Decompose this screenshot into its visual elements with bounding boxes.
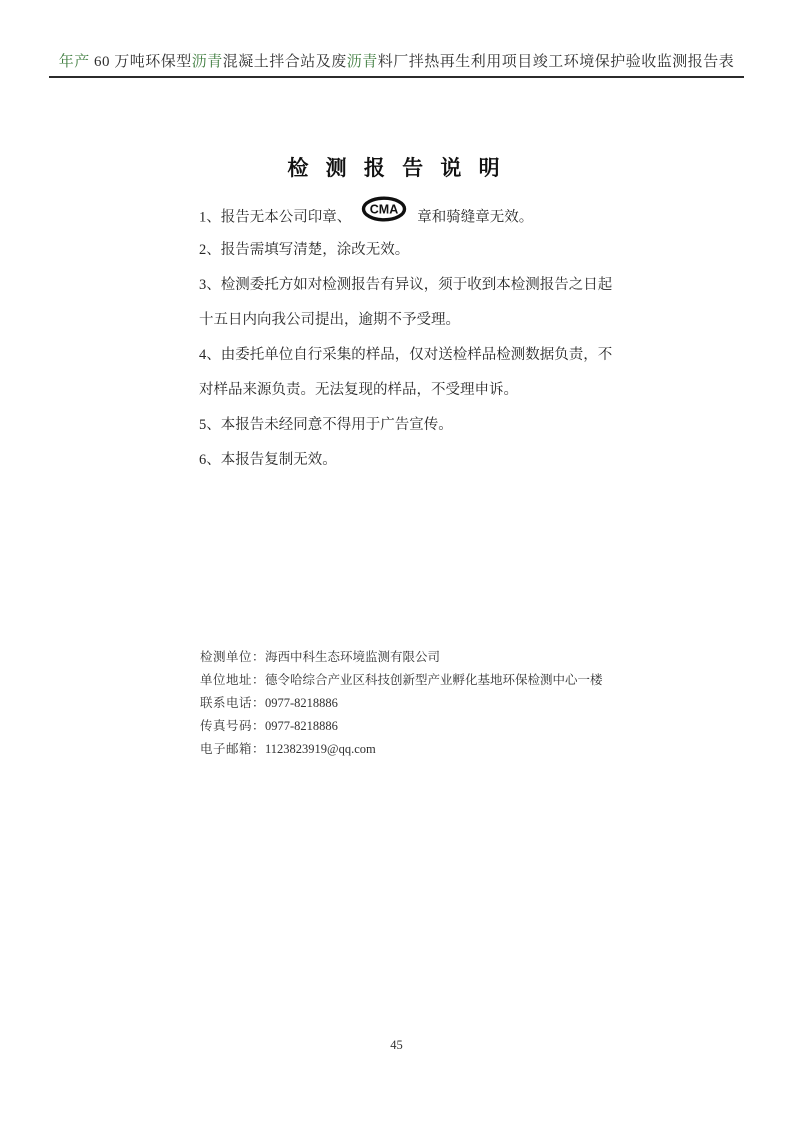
contact-row-email [200, 738, 603, 761]
note-item-1 [199, 198, 631, 233]
running-header-text [49, 50, 745, 78]
contact-row-phone [200, 692, 603, 715]
contact-label: 检测单位： [200, 650, 266, 664]
note-item-2: 2、报告需填写清楚，涂改无效。 [199, 242, 410, 258]
note-item-3-line-1: 3、检测委托方如对检测报告有异议，须于收到本检测报告之日起 [199, 277, 613, 293]
contact-value: 1123823919@qq.com [265, 742, 376, 756]
contact-label: 电子邮箱： [200, 742, 266, 756]
note-item-6: 6、本报告复制无效。 [199, 452, 337, 468]
note-item-4-line-1: 4、由委托单位自行采集的样品，仅对送检样品检测数据负责，不 [199, 347, 613, 363]
header-segment-highlight: 年产 [58, 54, 90, 70]
header-segment-highlight: 沥青 [346, 54, 378, 70]
header-segment-highlight: 沥青 [191, 54, 223, 70]
page-title: 检 测 报 告 说 明 [287, 156, 506, 180]
contact-value: 海西中科生态环境监测有限公司 [265, 650, 441, 664]
note-item-4-line-2: 对样品来源负责。无法复现的样品，不受理申诉。 [199, 382, 518, 398]
running-header [0, 50, 793, 78]
contact-label: 传真号码： [200, 719, 266, 733]
note-1-pre: 1、报告无本公司印章、 [199, 209, 352, 226]
note-item-3-line-2: 十五日内向我公司提出，逾期不予受理。 [199, 312, 460, 328]
contact-row-fax [200, 715, 603, 738]
contact-row-unit [200, 646, 603, 669]
header-segment: 料厂拌热再生利用项目竣工环境保护验收监测报告表 [377, 54, 735, 70]
notes-list [199, 198, 631, 478]
contact-row-address [200, 669, 603, 692]
cma-logo-text: CMA [370, 202, 399, 217]
contact-value: 德令哈综合产业区科技创新型产业孵化基地环保检测中心一楼 [265, 673, 603, 687]
note-item-5: 5、本报告未经同意不得用于广告宣传。 [199, 417, 453, 433]
contact-label: 单位地址： [200, 673, 266, 687]
cma-accreditation-icon [361, 196, 407, 236]
header-segment: 60 万吨环保型 [89, 54, 192, 70]
contact-label: 联系电话： [200, 696, 266, 710]
note-1-post: 章和骑缝章无效。 [417, 209, 534, 226]
contact-value: 0977-8218886 [265, 719, 338, 733]
contact-block [200, 646, 603, 761]
contact-value: 0977-8218886 [265, 696, 338, 710]
header-segment: 混凝土拌合站及废 [222, 54, 347, 70]
page-number: 45 [390, 1038, 403, 1052]
